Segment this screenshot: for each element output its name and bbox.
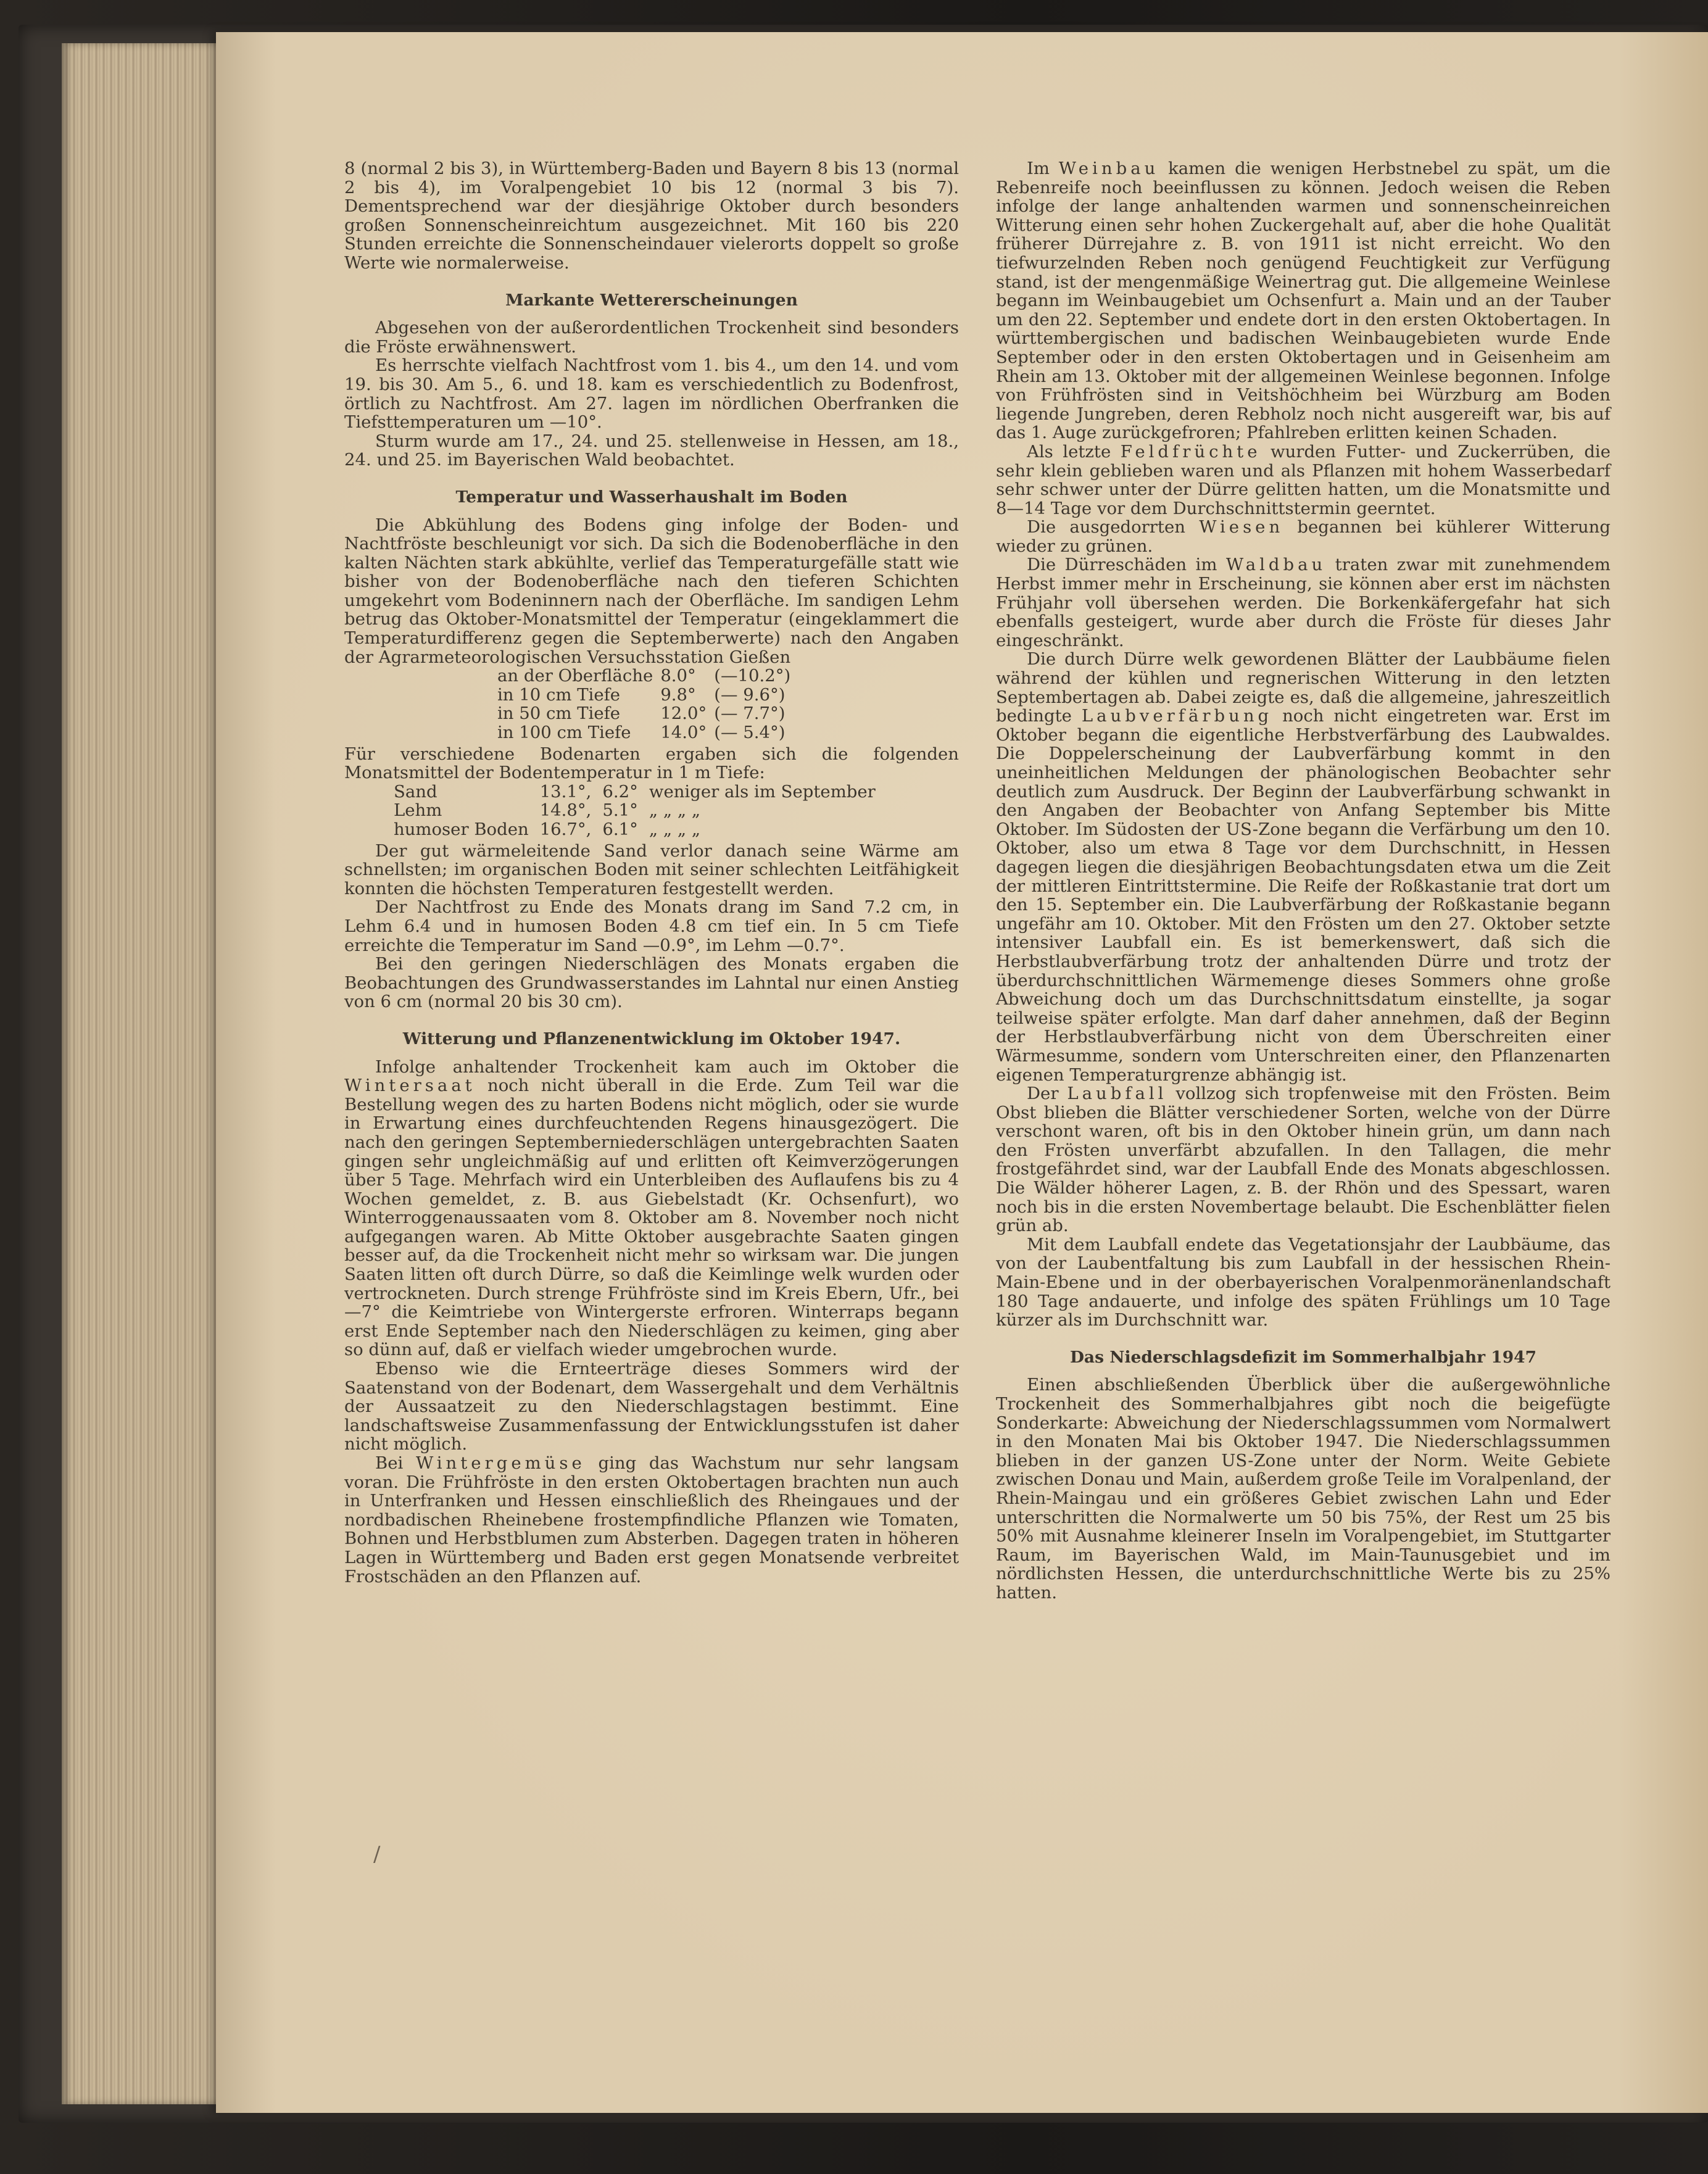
paragraph-feldfruechte <box>996 442 1611 518</box>
soil-comment: „ „ „ „ <box>649 819 701 839</box>
spaced-term: Laubverfärbung <box>1081 706 1273 726</box>
text-run: Als letzte <box>1027 441 1121 462</box>
temperature-difference: (— 9.6°) <box>714 684 786 705</box>
text-run: Infolge anhaltender Trockenheit kam auch im Oktober die <box>375 1056 959 1077</box>
table-row <box>394 801 887 820</box>
text-run: Die durch Dürre welk gewordenen Blätter der Laubbäume fielen während der kühlen und regnerischen Witterung in den letzten Septembertagen ab. Dabei zeigte es, daß die allgemeine, jahreszeitlich bedingte <box>996 649 1611 726</box>
text-run: noch nicht überall in die Erde. Zum Teil war die Bestellung wegen des zu harten Bodens nicht möglich, oder sie wurde in Erwartung eines durchfeuchtenden Regens hinausgezögert. Die nach den geringen Septemberniederschlägen untergebrachten Saaten gingen sehr ungleichmäßig auf und erlitten oft Keimverzögerungen über 5 Tage. Mehrfach wird ein Unterbleiben des Auflaufens bis zu 4 Wochen gemeldet, z. B. aus Giebelstadt (Kr. Ochsenfurt), wo Winterroggenaussaaten vom 8. Oktober am 8. November noch nicht aufgegangen waren. Ab Mitte Oktober ausgebrachte Saaten gingen besser auf, da die Trockenheit nicht mehr so wirksam war. Die jungen Saaten litten oft durch Dürre, so daß die Keimlinge welk wurden oder vertrockneten. Durch strenge Frühfröste sind im Kreis Ebern, Ufr., bei —7° die Keimtriebe von Wintergerste erfroren. Winterraps begann erst Ende September nach den Niederschlägen zu keimen, ging aber so dünn auf, daß er vielfach wieder umgebrochen wurde. <box>344 1076 959 1360</box>
paragraph-nachtfrost: Es herrschte vielfach Nachtfrost vom 1. bis 4., um den 14. und vom 19. bis 30. Am 5., 6. und 18. kam es verschiedentlich zu Bodenfrost, örtlich zu Nachtfrost. Am 27. lagen im nördlichen Oberfranken die Tiefsttemperaturen um —10°. <box>344 355 959 433</box>
spaced-term: Wiesen <box>1199 517 1284 537</box>
temperature-value: 14.0° <box>660 723 707 743</box>
text-run: begannen bei kühlerer Witterung wieder zu grünen. <box>996 517 1611 556</box>
temperature-difference: (—10.2°) <box>714 666 791 686</box>
paragraph-grundwasser: Bei den geringen Niederschlägen des Monats ergaben die Beobachtungen des Grundwasserstandes im Lahntal nur einen Anstieg von 6 cm (normal 20 bis 30 cm). <box>344 954 959 1012</box>
spaced-term: Wintersaat <box>344 1076 476 1096</box>
soil-difference: 5.1° <box>602 800 638 821</box>
temperature-value: 9.8° <box>660 684 696 705</box>
paragraph-sand: Der gut wärmeleitende Sand verlor danach seine Wärme am schnellsten; im organischen Boden mit seiner schlechten Leitfähigkeit konnten die höchsten Temperaturen festgestellt werden. <box>344 840 959 898</box>
paragraph-abgesehen: Abgesehen von der außerordentlichen Trockenheit sind besonders die Fröste erwähnenswert. <box>344 318 959 357</box>
soil-type-table <box>394 782 959 839</box>
text-run: wurden Futter- und Zuckerrüben, die sehr klein geblieben waren und als Pflanzen mit hohem Wasserbedarf sehr schwer unter der Dürre gelitten hatten, um die Monatsmitte und 8—14 Tage vor dem Durchschnittstermin geerntet. <box>996 441 1611 518</box>
depth-label: in 50 cm Tiefe <box>497 703 621 724</box>
soil-temperature-table <box>497 666 959 742</box>
soil-temperature: 16.7°, <box>539 819 592 839</box>
table-row <box>497 686 798 705</box>
paragraph-wintergemuese <box>344 1454 959 1586</box>
paragraph-intro: 8 (normal 2 bis 3), in Württemberg-Baden und Bayern 8 bis 13 (normal 2 bis 4), im Voralpengebiet 10 bis 12 (normal 3 bis 7). Dementsprechend war der diesjährige Oktober durch besonders großen Sonnenscheinreichtum ausgezeichnet. Mit 160 bis 220 Stunden erreichte die Sonnenscheindauer vielerorts doppelt so große Werte wie normalerweise. <box>344 159 959 273</box>
table-row <box>497 666 798 686</box>
soil-label: humoser Boden <box>394 819 529 839</box>
page-edges <box>62 43 222 2104</box>
left-column <box>344 159 959 1586</box>
paragraph-abkuehlung: Die Abkühlung des Bodens ging infolge der Boden- und Nachtfröste beschleunigt vor sich. Da sich die Bodenoberfläche in den kalten Nächten stark abkühlte, verlief das Temperaturgefälle statt wie bisher von der Bodenoberfläche nach den tieferen Schichten umgekehrt vom Bodeninnern nach der Oberfläche. Im sandigen Lehm betrug das Oktober-Monatsmittel der Temperatur (eingeklammert die Temperaturdifferenz gegen die Septemberwerte) nach den Angaben der Agrarmeteorologischen Versuchsstation Gießen <box>344 515 959 667</box>
paragraph-waldbau <box>996 555 1611 650</box>
heading-niederschlagsdefizit: Das Niederschlagsdefizit im Sommerhalbjahr 1947 <box>1069 1347 1537 1367</box>
paragraph-weinbau <box>996 159 1611 442</box>
temperature-difference: (— 5.4°) <box>714 723 786 743</box>
stray-pencil-mark: / <box>373 1842 381 1867</box>
paragraph-sturm: Sturm wurde am 17., 24. und 25. stellenweise in Hessen, am 18., 24. und 25. im Bayerischen Wald beobachtet. <box>344 431 959 470</box>
text-run: Die ausgedorrten <box>1027 517 1200 537</box>
soil-temperature: 13.1°, <box>539 781 592 802</box>
heading-witterung-pflanzen: Witterung und Pflanzenentwicklung im Oktober 1947. <box>402 1029 901 1048</box>
paragraph-vegetationsjahr: Mit dem Laubfall endete das Vegetationsjahr der Laubbäume, das von der Laubentfaltung bis zum Laubfall in der hessischen Rhein-Main-Ebene und in der oberbayerischen Voralpenmoränenlandschaft 180 Tage andauerte, und infolge des späten Frühlings um 10 Tage kürzer als im Durchschnitt war. <box>996 1234 1611 1330</box>
soil-comment: weniger als im September <box>649 781 876 802</box>
paragraph-laubfall <box>996 1084 1611 1235</box>
paragraph-laubverfaerbung <box>996 650 1611 1084</box>
paragraph-wintersaat <box>344 1058 959 1360</box>
depth-label: in 100 cm Tiefe <box>497 723 631 743</box>
text-run: Im <box>1027 159 1059 178</box>
spaced-term: Waldbau <box>1225 555 1327 575</box>
table-row <box>497 723 798 742</box>
temperature-value: 12.0° <box>660 703 707 724</box>
depth-label: an der Oberfläche <box>497 666 653 686</box>
temperature-value: 8.0° <box>660 666 696 686</box>
paragraph-bodenarten: Für verschiedene Bodenarten ergaben sich die folgenden Monatsmittel der Bodentemperatur in 1 m Tiefe: <box>344 744 959 783</box>
table-row <box>497 704 798 723</box>
soil-difference: 6.1° <box>602 819 638 839</box>
text-run: noch nicht eingetreten war. Erst im Oktober begann die eigentliche Herbstverfärbung des Laubwaldes. Die Doppelerscheinung der Laubverfärbung kommt in den uneinheitlichen Meldungen der phänologischen Beobachter sehr deutlich zum Ausdruck. Der Beginn der Laubverfärbung schwankt in den Angaben der Beobachter von Anfang September bis Mitte Oktober. Im Südosten der US-Zone begann die Verfärbung um den 10. Oktober, also um etwa 8 Tage vor dem Durchschnitt, in Hessen dagegen liegen die diesjährigen Beobachtungsdaten etwa um die Zeit der mittleren Eintrittstermine. Die Reife der Roßkastanie trat dort um den 15. September ein. Die Laubverfärbung der Roßkastanie begann ungefähr am 10. Oktober. Mit den Frösten um den 27. Oktober setzte intensiver Laubfall ein. Es ist bemerkenswert, daß sich die Herbstlaubverfärbung trotz der anhaltenden Dürre und trotz der überdurchschnittlichen Wärmemenge dieses Sommers ohne große Abweichung doch um das Durchschnittsdatum einstellte, ja sogar teilweise später erfolgte. Man darf daher annehmen, daß der Beginn der Herbstlaubverfärbung nicht von dem Überschreiten einer Wärmesumme, sondern vom Unterschreiten einer, den Pflanzenarten eigenen Temperaturgrenze abhängig ist. <box>996 706 1611 1085</box>
soil-temperature: 14.8°, <box>539 800 592 821</box>
text-run: Bei <box>375 1453 416 1473</box>
text-run: vollzog sich tropfenweise mit den Frösten. Beim Obst blieben die Blätter verschiedener Sorten, welche von der Dürre verschont waren, oft bis in den Oktober hinein grün, um dann nach den Frösten unverfärbt abzufallen. In den Tallagen, die mehr frostgefährdet sind, war der Laubfall Ende des Monats abgeschlossen. Die Wälder höherer Lagen, z. B. der Rhön und des Spessart, waren noch bis in die ersten Novembertage belaubt. Die Eschenblätter fielen grün ab. <box>996 1084 1611 1236</box>
spaced-term: Weinbau <box>1058 159 1159 178</box>
soil-label: Sand <box>394 781 437 802</box>
spaced-term: Feldfrüchte <box>1120 441 1261 462</box>
heading-temperatur-boden: Temperatur und Wasserhaushalt im Boden <box>455 487 848 507</box>
paragraph-drang: Der Nachtfrost zu Ende des Monats drang im Sand 7.2 cm, in Lehm 6.4 und in humosen Boden 4.8 cm tief ein. In 5 cm Tiefe erreichte die Temperatur im Sand —0.9°, im Lehm —0.7°. <box>344 897 959 955</box>
spaced-term: Wintergemüse <box>415 1453 586 1473</box>
text-run: Die Dürreschäden im <box>1027 555 1226 575</box>
paragraph-wiesen <box>996 518 1611 555</box>
soil-label: Lehm <box>394 800 442 821</box>
paragraph-ernte: Ebenso wie die Ernteerträge dieses Sommers wird der Saatenstand von der Bodenart, dem Wassergehalt und dem Verhältnis der Aussaatzeit zu den Niederschlagstagen bestimmt. Eine landschaftsweise Zusammenfassung der Entwicklungsstufen ist daher nicht möglich. <box>344 1359 959 1454</box>
spaced-term: Laubfall <box>1067 1084 1167 1104</box>
soil-comment: „ „ „ „ <box>649 800 701 821</box>
text-run: Der <box>1027 1084 1068 1104</box>
temperature-difference: (— 7.7°) <box>714 703 786 724</box>
text-run: kamen die wenigen Herbstnebel zu spät, um die Rebenreife noch beeinflussen zu können. Jedoch weisen die Reben infolge der lange anhaltenden warmen und sonnenscheinreichen Witterung einen sehr hohen Zuckergehalt auf, aber die hohe Qualität früherer Dürrejahre z. B. von 1911 ist nicht erreicht. Wo den tiefwurzelnden Reben noch genügend Feuchtigkeit zur Verfügung stand, ist der mengenmäßige Weinertrag gut. Die allgemeine Weinlese begann im Weinbaugebiet um Ochsenfurt a. Main und an der Tauber um den 22. September und endete dort in den ersten Oktobertagen. In württembergischen und badischen Weinbaugebieten wurde Ende September oder in den ersten Oktobertagen und in Geisenheim am Rhein am 13. Oktober mit der allgemeinen Weinlese begonnen. Infolge von Frühfrösten sind in Veitshöchheim bei Würzburg am Boden liegende Jungreben, deren Rebholz noch nicht ausgereift war, bis auf das 1. Auge zurückgefroren; Pfahlreben erlitten keinen Schaden. <box>996 159 1611 443</box>
table-row <box>394 782 887 802</box>
right-column <box>996 159 1611 1603</box>
heading-markante-wettererscheinungen: Markante Wettererscheinungen <box>505 290 798 310</box>
text-run: ging das Wachstum nur sehr langsam voran. Die Frühfröste in den ersten Oktobertagen brachten nun auch in Unterfranken und Hessen einschließlich des Rheingaues und der nordbadischen Rheinebene frostempfindliche Pflanzen wie Tomaten, Bohnen und Herbstblumen zum Absterben. Dagegen traten in höheren Lagen in Württemberg und Baden erst gegen Monatsende verbreitet Frostschäden an den Pflanzen auf. <box>344 1453 959 1587</box>
table-row <box>394 820 887 839</box>
soil-difference: 6.2° <box>602 781 638 802</box>
paragraph-defizit: Einen abschließenden Überblick über die außergewöhnliche Trockenheit des Sommerhalbjahres gibt noch die beigefügte Sonderkarte: Abweichung der Niederschlagssummen vom Normalwert in den Monaten Mai bis Oktober 1947. Die Niederschlagssummen blieben in der ganzen US-Zone unter der Norm. Weite Gebiete zwischen Donau und Main, außerdem große Teile im Voralpenland, der Rhein-Maingau und ein größeres Gebiet zwischen Lahn und Eder unterschritten die Normalwerte um 50 bis 75%, der Rest um 25 bis 50% mit Ausnahme kleinerer Inseln im Voralpengebiet, im Stuttgarter Raum, im Bayerischen Wald, im Main-Taunusgebiet und im nördlichsten Hessen, die unterdurchschnittliche Werte bis zu 25% hatten. <box>996 1375 1611 1603</box>
text-run: traten zwar mit zunehmendem Herbst immer mehr in Erscheinung, sie können aber erst im nächsten Frühjahr voll übersehen werden. Die Borkenkäfergefahr hat sich ebenfalls gesteigert, wurde aber durch die Fröste für dieses Jahr eingeschränkt. <box>996 555 1611 650</box>
depth-label: in 10 cm Tiefe <box>497 684 621 705</box>
